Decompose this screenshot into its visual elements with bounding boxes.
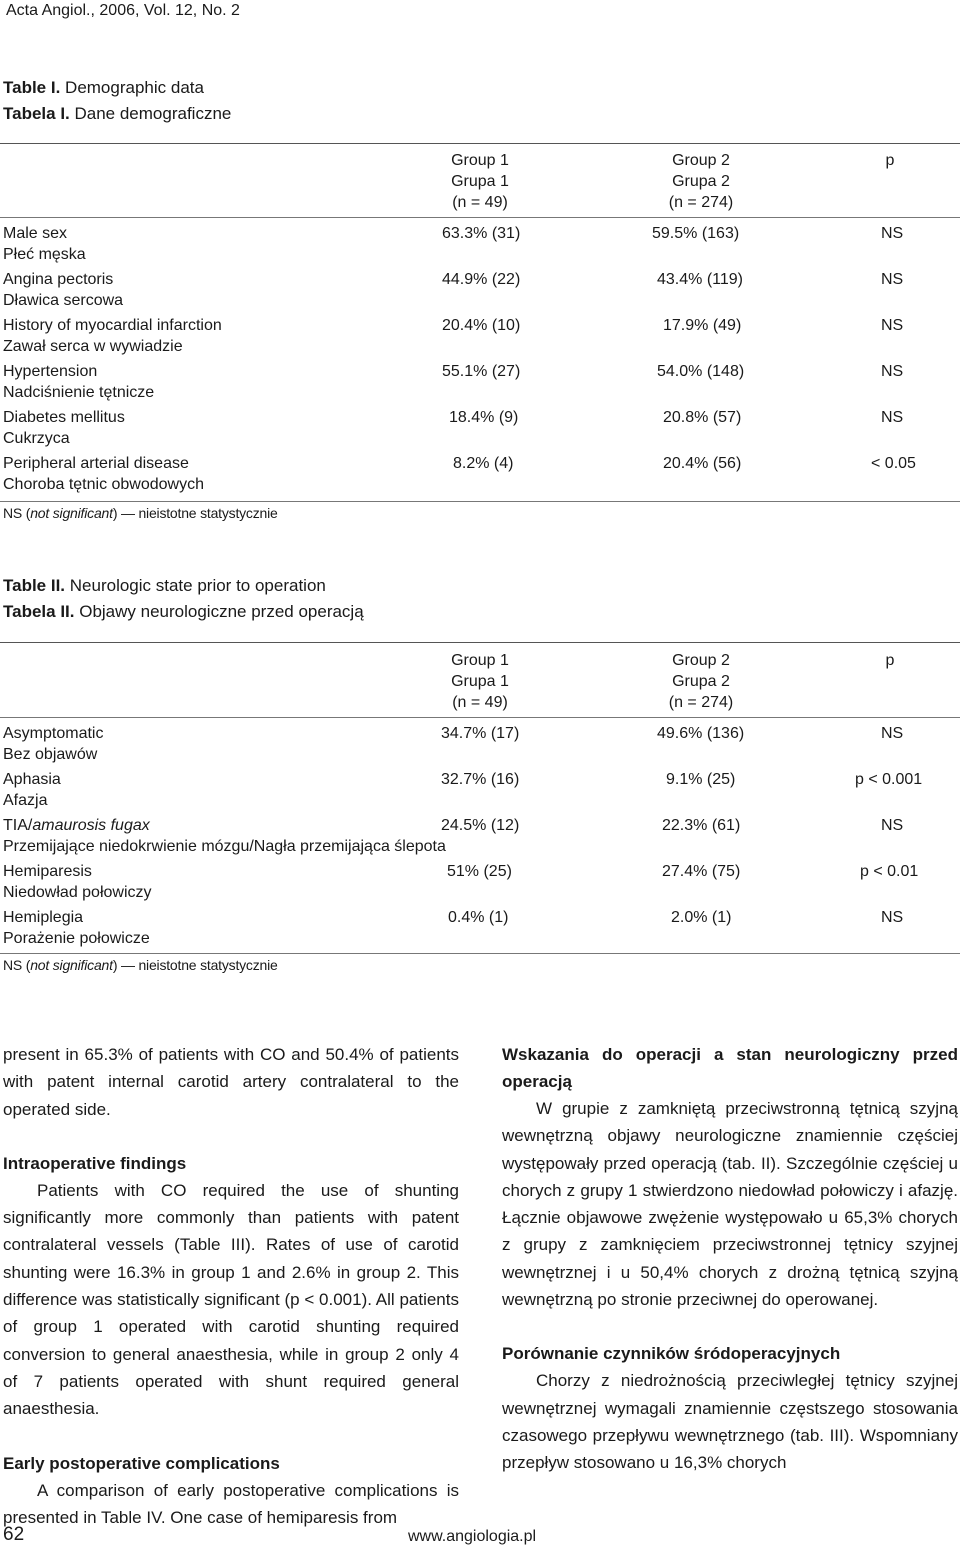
- table2-caption-pl: Objawy neurologiczne przed operacją: [74, 602, 364, 621]
- header-line: (n = 274): [668, 694, 734, 711]
- cell-group2: 20.4% (56): [663, 455, 742, 472]
- table1-footnote: [3, 505, 278, 521]
- cell-group1: 55.1% (27): [442, 363, 521, 380]
- cell-p: NS: [881, 225, 904, 242]
- header-line: Group 2: [672, 152, 730, 169]
- section-heading: Porównanie czynników śródoperacyjnych: [502, 1344, 841, 1364]
- cell-p: p < 0.001: [855, 771, 923, 788]
- header-line: Group 2: [672, 652, 730, 669]
- table2-caption-en-label: Table II.: [3, 576, 66, 595]
- cell-p: NS: [881, 409, 904, 426]
- note-part: NS (: [3, 505, 31, 521]
- table1-header-rule: [0, 217, 960, 218]
- table2-header-group2: [641, 650, 761, 713]
- cell-group2: 59.5% (163): [652, 225, 740, 242]
- header-line: (n = 49): [452, 194, 508, 211]
- table1-top-rule: [0, 143, 960, 144]
- footer-url: www.angiologia.pl: [408, 1528, 537, 1545]
- row-label-en-part: TIA/: [3, 817, 33, 834]
- header-line: Grupa 2: [672, 673, 730, 690]
- cell-group1: 20.4% (10): [442, 317, 521, 334]
- cell-group1: 34.7% (17): [441, 725, 520, 742]
- row-label-pl: Płeć męska: [3, 245, 86, 263]
- note-italic: not significant: [30, 505, 113, 521]
- row-label-en: Diabetes mellitus: [3, 409, 125, 426]
- cell-group2: 22.3% (61): [662, 817, 741, 834]
- cell-group1: 0.4% (1): [448, 909, 509, 926]
- row-label-en: Asymptomatic: [3, 725, 104, 742]
- journal-header: Acta Angiol., 2006, Vol. 12, No. 2: [6, 2, 240, 19]
- table1-header-group1: [420, 150, 540, 213]
- cell-group2: 27.4% (75): [662, 863, 741, 880]
- table2-caption: [3, 573, 364, 625]
- table2-caption-en: Neurologic state prior to operation: [65, 576, 326, 595]
- cell-group1: 44.9% (22): [442, 271, 521, 288]
- note-part: ) — nieistotne statystycznie: [112, 957, 278, 973]
- table1-caption-en: Demographic data: [60, 78, 204, 97]
- section-heading: Early postoperative complications: [3, 1453, 280, 1473]
- cell-p: NS: [881, 817, 904, 834]
- table1-bottom-rule: [0, 501, 960, 502]
- header-line: Grupa 1: [451, 673, 509, 690]
- row-label-en: Peripheral arterial disease: [3, 455, 189, 472]
- cell-group1: 63.3% (31): [442, 225, 521, 242]
- row-label-en: Aphasia: [3, 771, 61, 788]
- paragraph: W grupie z zamkniętą przeciwstronną tętnicą szyjną wewnętrzną objawy neurologiczne znamiennie częściej występowały przed operacją (tab. II). Szczególnie częściej u chorych z grupy 1 stwierdzono niedowład połowiczy i afazję. Łącznie objawowe zwężenie występowało u 65,3% chorych z grupy z zamknięciem przeciwstronnej tętnicy szyjnej wewnętrznej i u 50,4% chorych z drożną tętnicą szyjną wewnętrzną po stronie przeciwnej do operowanej.: [502, 1099, 958, 1310]
- note-part: NS (: [3, 957, 31, 973]
- paragraph: Patients with CO required the use of shunting significantly more commonly than patients with patent contralateral vessels (Table III). Rates of use of carotid shunting were 16.3% in group 1 and 2.6% in group 2. This difference was statistically significant (p < 0.001). All patients of group 1 operated with carotid shunting required conversion to general anaesthesia, while in group 2 only 4 of 7 patients operated with shunt required general anaesthesia.: [3, 1180, 459, 1419]
- page-number: 62: [3, 1524, 25, 1545]
- row-label-en: History of myocardial infarction: [3, 317, 222, 334]
- row-label-en: Male sex: [3, 225, 68, 242]
- row-label-pl: Bez objawów: [3, 745, 98, 763]
- row-label-en: Angina pectoris: [3, 271, 114, 288]
- cell-group2: 43.4% (119): [657, 271, 743, 288]
- row-label-pl: Porażenie połowicze: [3, 929, 150, 947]
- note-part: ) — nieistotne statystycznie: [112, 505, 278, 521]
- header-line: Group 1: [451, 652, 509, 669]
- table1-caption-pl: Dane demograficzne: [69, 104, 232, 123]
- table2-bottom-rule: [0, 953, 960, 954]
- header-line: (n = 274): [668, 194, 734, 211]
- row-label-en: Hemiparesis: [3, 863, 92, 880]
- cell-p: < 0.05: [871, 455, 916, 472]
- table1-caption-pl-label: Tabela I.: [3, 104, 70, 123]
- header-line: Group 1: [451, 152, 509, 169]
- cell-group2: 17.9% (49): [663, 317, 742, 334]
- table1-caption: [3, 75, 231, 127]
- row-label-pl: Zawał serca w wywiadzie: [3, 337, 183, 355]
- cell-group2: 20.8% (57): [663, 409, 742, 426]
- row-label-pl: Przemijające niedokrwienie mózgu/Nagła przemijająca ślepota: [3, 837, 446, 855]
- table2-header-rule: [0, 717, 960, 718]
- section-heading: Wskazania do operacji a stan neurologiczny przed operacją: [502, 1045, 958, 1091]
- row-label-pl: Cukrzyca: [3, 429, 70, 447]
- cell-group2: 2.0% (1): [671, 909, 732, 926]
- cell-p: p < 0.01: [860, 863, 919, 880]
- note-italic: not significant: [30, 957, 113, 973]
- cell-p: NS: [881, 909, 904, 926]
- cell-group1: 8.2% (4): [453, 455, 514, 472]
- section-heading: Intraoperative findings: [3, 1153, 187, 1173]
- table1-header-p: p: [885, 152, 895, 169]
- cell-p: NS: [881, 271, 904, 288]
- row-label-en: [3, 816, 446, 837]
- table2-top-rule: [0, 642, 960, 643]
- cell-group1: 24.5% (12): [441, 817, 520, 834]
- header-line: (n = 49): [452, 694, 508, 711]
- cell-p: NS: [881, 317, 904, 334]
- paragraph: present in 65.3% of patients with CO and 50.4% of patients with patent internal carotid artery contralateral to the operated side.: [3, 1045, 459, 1119]
- table1-header-group2: [641, 150, 761, 213]
- row-label-pl: Niedowład połowiczy: [3, 883, 152, 901]
- row-label-en-italic: amaurosis fugax: [32, 817, 150, 834]
- table1-caption-en-label: Table I.: [3, 78, 61, 97]
- row-label-en: Hemiplegia: [3, 909, 84, 926]
- row-label-en: Hypertension: [3, 363, 98, 380]
- row-label-pl: Choroba tętnic obwodowych: [3, 475, 205, 493]
- cell-p: NS: [881, 725, 904, 742]
- table2-footnote: [3, 957, 278, 973]
- right-column: [502, 1041, 958, 1477]
- table2-header-p: p: [885, 652, 895, 669]
- header-line: Grupa 2: [672, 173, 730, 190]
- cell-p: NS: [881, 363, 904, 380]
- cell-group2: 54.0% (148): [657, 363, 745, 380]
- header-line: Grupa 1: [451, 173, 509, 190]
- row-label-pl: Nadciśnienie tętnicze: [3, 383, 155, 401]
- row-label-pl: Afazja: [3, 791, 48, 809]
- cell-group1: 51% (25): [447, 863, 512, 880]
- table2-caption-pl-label: Tabela II.: [3, 602, 75, 621]
- paragraph: A comparison of early postoperative complications is presented in Table IV. One case of hemiparesis from: [3, 1480, 459, 1527]
- cell-group1: 18.4% (9): [449, 409, 519, 426]
- row-label-pl: Dławica sercowa: [3, 291, 124, 309]
- cell-group2: 49.6% (136): [657, 725, 745, 742]
- left-column: [3, 1041, 459, 1531]
- paragraph: Chorzy z niedrożnością przeciwległej tętnicy szyjnej wewnętrznej wymagali znamiennie częstszego stosowania czasowego przepływu wewnętrznego (tab. III). Wspomniany przepływ stosowano u 16,3% chorych: [502, 1371, 958, 1473]
- table2-header-group1: [420, 650, 540, 713]
- cell-group1: 32.7% (16): [441, 771, 520, 788]
- cell-group2: 9.1% (25): [666, 771, 736, 788]
